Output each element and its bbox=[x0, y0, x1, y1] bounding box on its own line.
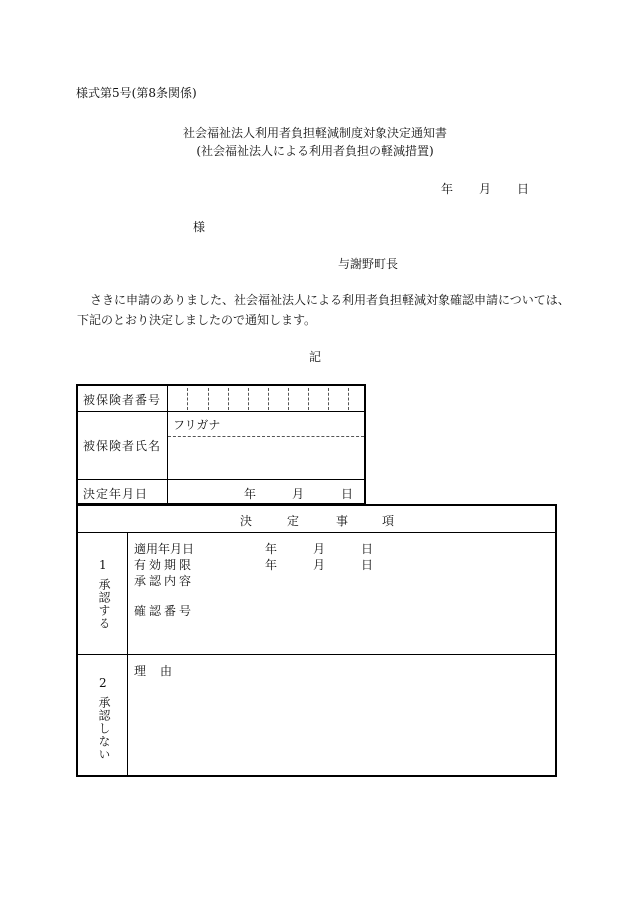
ki-marker: 記 bbox=[308, 350, 321, 364]
validity-label: 有効期限 bbox=[134, 558, 195, 572]
reject-label: 承認しない bbox=[97, 696, 111, 761]
validity-year: 年 bbox=[265, 558, 279, 572]
validity-month: 月 bbox=[313, 558, 327, 572]
row-divider bbox=[78, 532, 555, 533]
issuer-name: 与謝野町長 bbox=[338, 257, 399, 271]
applied-date-month: 月 bbox=[313, 542, 327, 556]
decision-date-month: 月 bbox=[292, 487, 306, 501]
validity-day: 日 bbox=[361, 558, 375, 572]
decision-details-table bbox=[76, 504, 557, 777]
header-char-1: 決 bbox=[240, 514, 254, 528]
digit-divider bbox=[348, 388, 349, 410]
applied-date-day: 日 bbox=[361, 542, 375, 556]
header-char-3: 事 bbox=[336, 514, 350, 528]
applied-date-year: 年 bbox=[265, 542, 279, 556]
issue-date bbox=[441, 180, 529, 197]
issue-date-month: 月 bbox=[479, 182, 492, 196]
column-divider bbox=[167, 386, 168, 503]
confirm-number-label: 確認番号 bbox=[134, 604, 195, 618]
approve-number: 1 bbox=[99, 558, 108, 572]
issue-date-day: 日 bbox=[517, 182, 530, 196]
decision-date-day: 日 bbox=[341, 487, 355, 501]
digit-divider bbox=[208, 388, 209, 410]
insured-number-label: 被保険者番号 bbox=[83, 393, 162, 407]
digit-divider bbox=[228, 388, 229, 410]
digit-divider bbox=[268, 388, 269, 410]
document-title: 社会福祉法人利用者負担軽減制度対象決定通知書 bbox=[182, 126, 447, 140]
insured-name-label: 被保険者氏名 bbox=[83, 439, 162, 453]
applied-date-label: 適用年月日 bbox=[134, 542, 195, 556]
digit-divider bbox=[187, 388, 188, 410]
digit-divider bbox=[328, 388, 329, 410]
addressee-suffix: 様 bbox=[193, 220, 206, 234]
document-subtitle: (社会福祉法人による利用者負担の軽減措置) bbox=[196, 144, 434, 158]
form-number: 様式第5号(第8条関係) bbox=[76, 86, 197, 100]
content-label: 承認内容 bbox=[134, 574, 195, 588]
body-text-line1: さきに申請のありました、社会福祉法人による利用者負担軽減対象確認申請については、 bbox=[90, 293, 570, 307]
digit-divider bbox=[308, 388, 309, 410]
row-divider bbox=[78, 411, 364, 412]
furigana-label: フリガナ bbox=[173, 418, 221, 432]
decision-date-year: 年 bbox=[244, 487, 258, 501]
row-divider bbox=[78, 479, 364, 480]
header-char-2: 定 bbox=[287, 514, 301, 528]
decision-date-label: 決定年月日 bbox=[83, 487, 149, 501]
reject-number: 2 bbox=[99, 676, 108, 690]
digit-divider bbox=[288, 388, 289, 410]
digit-divider bbox=[248, 388, 249, 410]
furigana-divider bbox=[168, 436, 364, 437]
reason-label: 理 由 bbox=[134, 664, 174, 678]
header-char-4: 項 bbox=[382, 514, 396, 528]
body-text-line2: 下記のとおり決定しましたので通知します。 bbox=[77, 313, 317, 327]
issue-date-year: 年 bbox=[441, 182, 454, 196]
column-divider bbox=[127, 533, 128, 775]
approve-label: 承認する bbox=[97, 578, 111, 630]
row-divider bbox=[78, 654, 555, 655]
insured-info-table bbox=[76, 384, 366, 505]
